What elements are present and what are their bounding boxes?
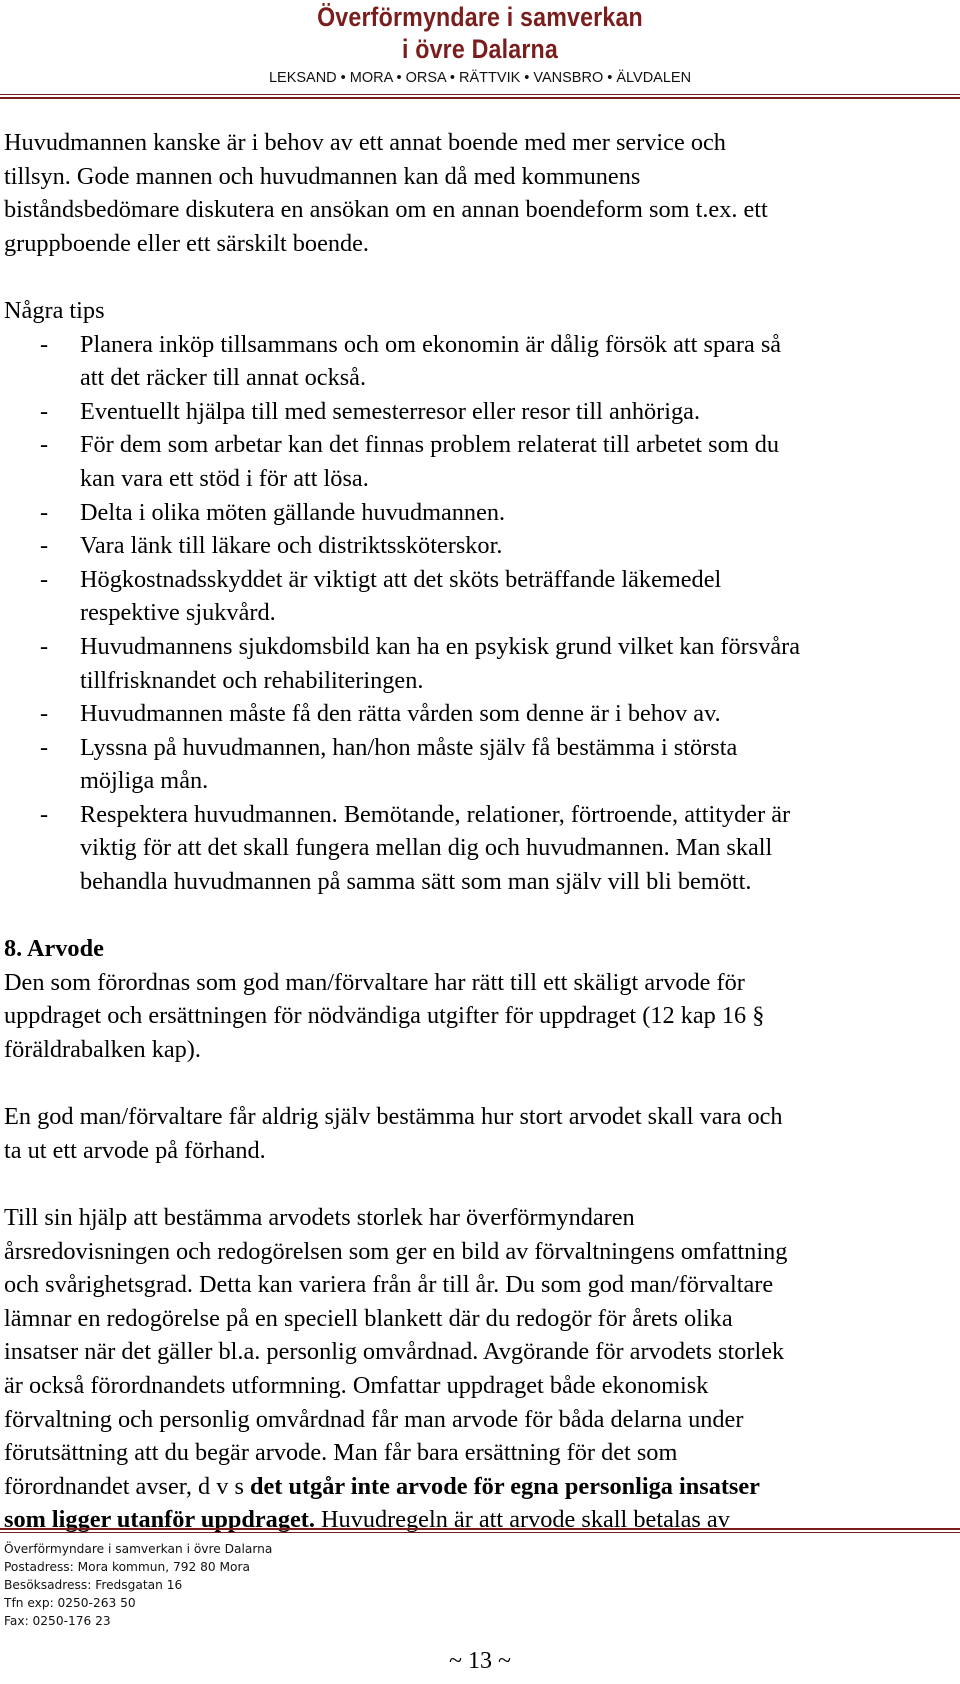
list-dash: - <box>40 330 49 358</box>
text-line: För dem som arbetar kan det finnas problem relaterat till arbetet som du <box>80 431 779 459</box>
text-line: Lyssna på huvudmannen, han/hon måste själv få bestämma i största <box>80 733 738 761</box>
text-line: Huvudmannens sjukdomsbild kan ha en psykisk grund vilket kan försvåra <box>80 632 801 660</box>
list-item <box>4 328 956 395</box>
footer-phone: Tfn exp: 0250-263 50 <box>4 1596 136 1610</box>
list-dash: - <box>40 632 49 660</box>
text-line: är också förordnandets utformning. Omfattar uppdraget både ekonomisk <box>4 1371 709 1399</box>
text-line: förordnandet avser, d v s <box>4 1472 250 1500</box>
list-dash: - <box>40 800 49 828</box>
text-line: lämnar en redogörelse på en speciell blankett där du redogör för årets olika <box>4 1304 733 1332</box>
text-line: biståndsbedömare diskutera en ansökan om en annan boendeform som t.ex. ett <box>4 196 768 224</box>
text-line: tillfrisknandet och rehabiliteringen. <box>80 666 424 694</box>
tips-list <box>4 328 956 899</box>
text-line: Planera inköp tillsammans och om ekonomin är dålig försök att spara så <box>80 330 782 358</box>
text-line: kan vara ett stöd i för att lösa. <box>80 464 369 492</box>
section-heading: 8. Arvode <box>4 935 104 963</box>
text-line: Huvudmannen kanske är i behov av ett annat boende med mer service och <box>4 129 726 156</box>
list-item <box>4 697 956 731</box>
list-dash: - <box>40 532 49 560</box>
text-line: behandla huvudmannen på samma sätt som man själv vill bli bemött. <box>80 868 752 896</box>
footer-postal-address: Postadress: Mora kommun, 792 80 Mora <box>4 1560 250 1574</box>
text-line: uppdraget och ersättningen för nödvändiga utgifter för uppdraget (12 kap 16 § <box>4 1002 765 1030</box>
text-line: Till sin hjälp att bestämma arvodets storlek har överförmyndaren <box>4 1204 635 1231</box>
text-line: förutsättning att du begär arvode. Man får bara ersättning för det som <box>4 1439 678 1467</box>
text-line: Delta i olika möten gällande huvudmannen. <box>80 498 506 526</box>
text-line: ta ut ett arvode på förhand. <box>4 1136 266 1164</box>
text-line: årsredovisningen och redogörelsen som ger en bild av förvaltningens omfattning <box>4 1237 788 1265</box>
text-line: respektive sjukvård. <box>80 599 276 627</box>
document-body <box>4 126 956 1537</box>
text-line: att det räcker till annat också. <box>80 364 367 392</box>
list-item <box>4 496 956 530</box>
list-item <box>4 428 956 495</box>
brand-title-line1: Överförmyndare i samverkan <box>317 2 643 32</box>
header-divider <box>0 94 960 99</box>
arvode-paragraph-2 <box>4 1100 956 1167</box>
brand-title-line2: i övre Dalarna <box>401 34 558 64</box>
text-line: Respektera huvudmannen. Bemötande, relationer, förtroende, attityder är <box>80 800 791 828</box>
text-line: Vara länk till läkare och distriktssköterskor. <box>80 532 503 560</box>
arvode-paragraph-3 <box>4 1201 956 1537</box>
page-number: ~ 13 ~ <box>449 1648 511 1674</box>
towns-list: LEKSAND • MORA • ORSA • RÄTTVIK • VANSBRO • ÄLVDALEN <box>268 70 692 86</box>
arvode-paragraph-1 <box>4 966 956 1067</box>
intro-paragraph <box>4 126 956 260</box>
text-line: möjliga mån. <box>80 767 209 795</box>
list-item <box>4 563 956 630</box>
text-line: insatser när det gäller bl.a. personlig omvårdnad. Avgörande för arvodets storlek <box>4 1338 785 1366</box>
footer-fax: Fax: 0250-176 23 <box>4 1614 111 1628</box>
emphasis-text: som ligger utanför uppdraget. <box>4 1506 315 1534</box>
footer-divider <box>0 1528 960 1533</box>
list-dash: - <box>40 733 49 761</box>
text-line: Eventuellt hjälpa till med semesterresor eller resor till anhöriga. <box>80 397 701 425</box>
text-line: tillsyn. Gode mannen och huvudmannen kan då med kommunens <box>4 162 641 190</box>
text-line: och svårighetsgrad. Detta kan variera från år till år. Du som god man/förvaltare <box>4 1271 774 1299</box>
text-line: föräldrabalken kap). <box>4 1036 201 1064</box>
list-item <box>4 731 956 798</box>
list-item <box>4 630 956 697</box>
list-dash: - <box>40 431 49 459</box>
list-dash: - <box>40 498 49 526</box>
footer-org: Överförmyndare i samverkan i övre Dalarna <box>4 1542 273 1556</box>
list-dash: - <box>40 397 49 425</box>
page-header <box>0 0 960 100</box>
page-footer <box>4 1540 272 1630</box>
text-line: förvaltning och personlig omvårdnad får man arvode för båda delarna under <box>4 1405 744 1433</box>
footer-visit-address: Besöksadress: Fredsgatan 16 <box>4 1578 183 1592</box>
tips-heading: Några tips <box>4 296 105 324</box>
text-line: gruppboende eller ett särskilt boende. <box>4 229 370 257</box>
text-line: viktig för att det skall fungera mellan dig och huvudmannen. Man skall <box>80 834 773 862</box>
list-dash: - <box>40 565 49 593</box>
emphasis-text: det utgår inte arvode för egna personliga insatser <box>249 1472 760 1500</box>
list-item <box>4 529 956 563</box>
text-line: Högkostnadsskyddet är viktigt att det sköts beträffande läkemedel <box>80 565 722 593</box>
list-dash: - <box>40 700 49 728</box>
text-line: Den som förordnas som god man/förvaltare har rätt till ett skäligt arvode för <box>4 968 745 996</box>
list-item <box>4 395 956 429</box>
list-item <box>4 798 956 899</box>
text-line: Huvudregeln är att arvode skall betalas av <box>314 1506 730 1534</box>
text-line: En god man/förvaltare får aldrig själv bestämma hur stort arvodet skall vara och <box>4 1103 783 1131</box>
text-line: Huvudmannen måste få den rätta vården som denne är i behov av. <box>80 700 721 728</box>
